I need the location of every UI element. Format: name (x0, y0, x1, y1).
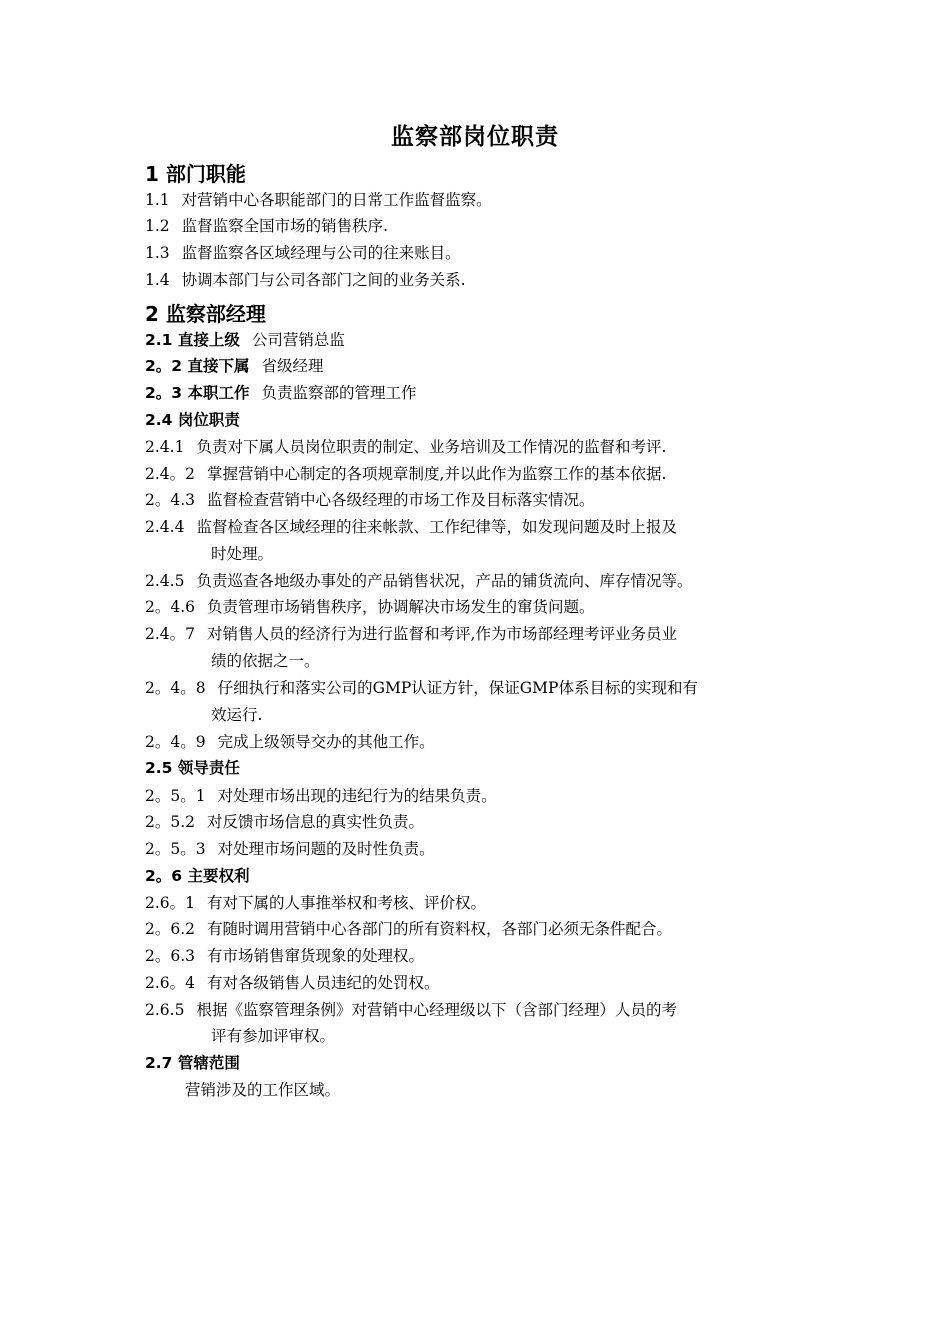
item-text: 监督监察全国市场的销售秩序. (181, 217, 389, 235)
main-work-row (145, 383, 416, 403)
item-text: 监督检查各区域经理的往来帐款、工作纪律等，如发现问题及时上报及 (196, 518, 677, 536)
item-text: 对处理市场出现的违纪行为的结果负责。 (217, 787, 497, 805)
item-number: 2.4。7 (145, 625, 196, 643)
list-item (145, 973, 440, 993)
item-number: 2。4.3 (145, 491, 196, 509)
item-text: 有随时调用营销中心各部门的所有资料权，各部门必须无条件配合。 (207, 920, 673, 938)
item-number: 2。5。3 (145, 840, 206, 858)
item-number: 2。6.2 (145, 920, 196, 938)
item-text-continuation: 绩的依据之一。 (211, 652, 320, 670)
item-number: 2。6.3 (145, 947, 196, 965)
duties-heading: 2.4 岗位职责 (145, 411, 240, 429)
item-text: 掌握营销中心制定的各项规章制度,并以此作为监察工作的基本依据. (207, 465, 667, 483)
list-item (145, 597, 595, 617)
leadership-responsibility-heading: 2.5 领导责任 (145, 759, 240, 777)
item-text: 根据《监察管理条例》对营销中心经理级以下（含部门经理）人员的考 (196, 1001, 677, 1019)
item-text: 负责管理市场销售秩序，协调解决市场发生的窜货问题。 (207, 598, 595, 616)
item-number: 2.6。1 (145, 894, 196, 912)
item-text: 协调本部门与公司各部门之间的业务关系. (181, 271, 466, 289)
item-text-continuation: 效运行. (211, 706, 263, 724)
item-text: 有对各级销售人员违纪的处罚权。 (207, 974, 440, 992)
direct-subordinate-value: 省级经理 (261, 357, 324, 375)
item-text: 对反馈市场信息的真实性负责。 (207, 813, 425, 831)
item-number: 2.6。4 (145, 974, 196, 992)
list-item (145, 946, 424, 966)
item-number: 2。4。9 (145, 733, 206, 751)
list-item (145, 270, 466, 290)
list-item (145, 517, 677, 537)
item-number: 2。5。1 (145, 787, 206, 805)
list-item (145, 786, 497, 806)
item-number: 2。4。8 (145, 679, 206, 697)
list-item (145, 624, 677, 644)
item-number: 1.2 (145, 217, 170, 235)
list-item (145, 464, 666, 484)
list-item (145, 812, 424, 832)
item-number: 2.6.5 (145, 1001, 185, 1019)
list-item (145, 732, 435, 752)
item-number: 2.4.4 (145, 518, 185, 536)
item-text: 仔细执行和落实公司的GMP认证方针，保证GMP体系目标的实现和有 (217, 679, 698, 697)
item-number: 2.4.5 (145, 572, 185, 590)
item-number: 1.3 (145, 244, 170, 262)
item-text: 监督检查营销中心各级经理的市场工作及目标落实情况。 (207, 491, 595, 509)
direct-superior-label: 2.1 直接上级 (145, 331, 240, 349)
direct-superior-value: 公司营销总监 (251, 331, 345, 349)
page-title: 监察部岗位职责 (391, 124, 559, 150)
item-number: 2.4.1 (145, 438, 185, 456)
main-rights-heading: 2。6 主要权利 (145, 867, 250, 885)
section-heading-1: 1 部门职能 (145, 162, 246, 186)
list-item (145, 216, 388, 236)
item-number: 2。4.6 (145, 598, 196, 616)
item-text: 对销售人员的经济行为进行监督和考评,作为市场部经理考评业务员业 (207, 625, 677, 643)
list-item (145, 919, 672, 939)
item-text: 对处理市场问题的及时性负责。 (217, 840, 435, 858)
list-item (145, 893, 486, 913)
main-work-label: 2。3 本职工作 (145, 384, 250, 402)
item-number: 1.1 (145, 191, 170, 209)
item-text: 对营销中心各职能部门的日常工作监督监察。 (181, 191, 492, 209)
list-item (145, 1000, 677, 1020)
item-text: 有市场销售窜货现象的处理权。 (207, 947, 425, 965)
item-number: 2。5.2 (145, 813, 196, 831)
list-item (145, 437, 666, 457)
direct-subordinate-label: 2。2 直接下属 (145, 357, 250, 375)
list-item (145, 490, 595, 510)
item-number: 2.4。2 (145, 465, 196, 483)
jurisdiction-text: 营销涉及的工作区域。 (185, 1081, 341, 1099)
jurisdiction-heading: 2.7 管辖范围 (145, 1054, 240, 1072)
list-item (145, 243, 461, 263)
list-item (145, 678, 698, 698)
item-number: 1.4 (145, 271, 170, 289)
direct-superior-row (145, 330, 345, 350)
list-item (145, 190, 492, 210)
item-text-continuation: 评有参加评审权。 (211, 1027, 336, 1045)
direct-subordinate-row (145, 356, 323, 376)
item-text-continuation: 时处理。 (211, 545, 274, 563)
item-text: 有对下属的人事推举权和考核、评价权。 (207, 894, 487, 912)
section-heading-2: 2 监察部经理 (145, 302, 266, 326)
item-text: 监督监察各区域经理与公司的往来账目。 (181, 244, 461, 262)
item-text: 完成上级领导交办的其他工作。 (217, 733, 435, 751)
list-item (145, 839, 435, 859)
item-text: 负责对下属人员岗位职责的制定、业务培训及工作情况的监督和考评. (196, 438, 667, 456)
main-work-value: 负责监察部的管理工作 (261, 384, 417, 402)
item-text: 负责巡查各地级办事处的产品销售状况，产品的铺货流向、库存情况等。 (196, 572, 693, 590)
list-item (145, 571, 692, 591)
